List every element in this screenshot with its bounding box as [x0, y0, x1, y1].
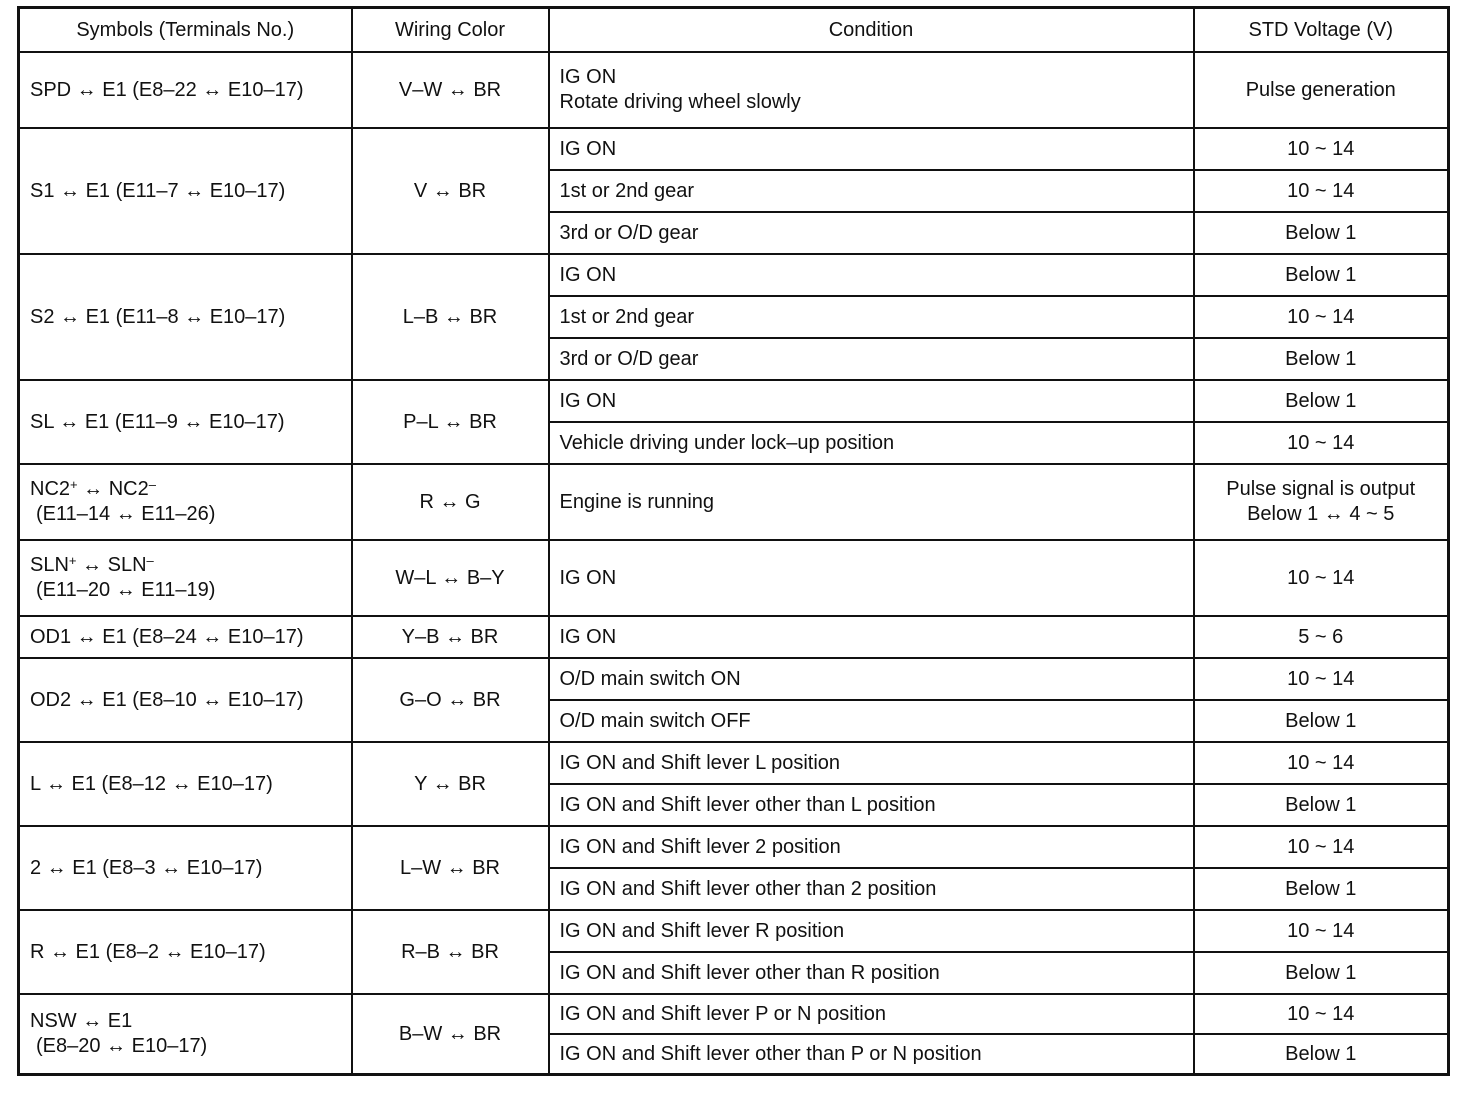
- condition-cell: IG ON and Shift lever L position: [549, 742, 1194, 784]
- voltage-cell: Below 1: [1194, 254, 1449, 296]
- table-row: [19, 910, 1449, 952]
- condition-cell: IG ON: [549, 540, 1194, 616]
- condition-cell: IG ON and Shift lever other than 2 position: [549, 868, 1194, 910]
- header-wiring-color: Wiring Color: [352, 8, 549, 53]
- table-row: [19, 742, 1449, 784]
- condition-cell: 3rd or O/D gear: [549, 212, 1194, 254]
- wiring-color-cell: V–W ↔ BR: [352, 52, 549, 128]
- condition-cell: IG ON: [549, 616, 1194, 658]
- voltage-cell: Below 1: [1194, 952, 1449, 994]
- header-condition: Condition: [549, 8, 1194, 53]
- voltage-cell: 10 ~ 14: [1194, 910, 1449, 952]
- symbol-line: [30, 477, 341, 502]
- table-row: [19, 464, 1449, 540]
- voltage-cell: 10 ~ 14: [1194, 826, 1449, 868]
- polarity-sup: +: [70, 477, 78, 492]
- arrow-text: ↔: [77, 478, 109, 500]
- polarity-sup: –: [146, 553, 154, 568]
- wiring-color-cell: W–L ↔ B–Y: [352, 540, 549, 616]
- symbol-line: NSW ↔ E1: [30, 1010, 133, 1032]
- voltage-line: Below 1 ↔ 4 ~ 5: [1247, 503, 1395, 525]
- symbol-cell: SL ↔ E1 (E11–9 ↔ E10–17): [19, 380, 352, 464]
- condition-line: IG ON: [559, 66, 617, 88]
- voltage-cell: Below 1: [1194, 212, 1449, 254]
- symbol-cell: L ↔ E1 (E8–12 ↔ E10–17): [19, 742, 352, 826]
- condition-cell: O/D main switch OFF: [549, 700, 1194, 742]
- table-row: [19, 616, 1449, 658]
- condition-cell: IG ON: [549, 380, 1194, 422]
- table-row: [19, 254, 1449, 296]
- wiring-color-cell: R ↔ G: [352, 464, 549, 540]
- symbol-text: SLN: [30, 554, 69, 576]
- wiring-color-cell: R–B ↔ BR: [352, 910, 549, 994]
- terminal-voltage-table: [17, 6, 1450, 1076]
- header-symbols: Symbols (Terminals No.): [19, 8, 352, 53]
- condition-cell: IG ON and Shift lever other than L position: [549, 784, 1194, 826]
- symbol-cell: S2 ↔ E1 (E11–8 ↔ E10–17): [19, 254, 352, 380]
- voltage-cell: 10 ~ 14: [1194, 540, 1449, 616]
- condition-cell: IG ON: [549, 128, 1194, 170]
- voltage-cell: Below 1: [1194, 1034, 1449, 1075]
- voltage-cell: Below 1: [1194, 868, 1449, 910]
- symbol-cell: R ↔ E1 (E8–2 ↔ E10–17): [19, 910, 352, 994]
- polarity-sup: +: [68, 553, 77, 568]
- condition-line: Rotate driving wheel slowly: [559, 91, 801, 113]
- wiring-color-cell: P–L ↔ BR: [352, 380, 549, 464]
- condition-cell: 1st or 2nd gear: [549, 296, 1194, 338]
- condition-cell: IG ON and Shift lever P or N position: [549, 994, 1194, 1034]
- symbol-cell: [19, 540, 352, 616]
- condition-cell: Engine is running: [549, 464, 1194, 540]
- symbol-cell: SPD ↔ E1 (E8–22 ↔ E10–17): [19, 52, 352, 128]
- polarity-sup: –: [148, 477, 156, 492]
- condition-cell: 3rd or O/D gear: [549, 338, 1194, 380]
- arrow-text: ↔: [76, 554, 108, 576]
- condition-cell: IG ON and Shift lever R position: [549, 910, 1194, 952]
- condition-cell: IG ON and Shift lever other than P or N position: [549, 1034, 1194, 1075]
- voltage-cell: 10 ~ 14: [1194, 742, 1449, 784]
- symbol-line: [30, 553, 341, 578]
- wiring-color-cell: G–O ↔ BR: [352, 658, 549, 742]
- condition-cell: IG ON: [549, 254, 1194, 296]
- wiring-color-cell: L–B ↔ BR: [352, 254, 549, 380]
- voltage-cell: Below 1: [1194, 380, 1449, 422]
- voltage-cell: 10 ~ 14: [1194, 128, 1449, 170]
- voltage-cell: 10 ~ 14: [1194, 296, 1449, 338]
- table-row: [19, 128, 1449, 170]
- table-row: [19, 994, 1449, 1034]
- voltage-line: Pulse signal is output: [1226, 478, 1416, 500]
- voltage-cell: 10 ~ 14: [1194, 422, 1449, 464]
- table-row: [19, 380, 1449, 422]
- symbol-cell: S1 ↔ E1 (E11–7 ↔ E10–17): [19, 128, 352, 254]
- symbol-line: (E8–20 ↔ E10–17): [36, 1035, 208, 1057]
- condition-cell: Vehicle driving under lock–up position: [549, 422, 1194, 464]
- voltage-cell: 10 ~ 14: [1194, 658, 1449, 700]
- voltage-cell: 10 ~ 14: [1194, 994, 1449, 1034]
- symbol-cell: OD1 ↔ E1 (E8–24 ↔ E10–17): [19, 616, 352, 658]
- voltage-cell: 5 ~ 6: [1194, 616, 1449, 658]
- voltage-cell: Below 1: [1194, 338, 1449, 380]
- symbol-line: (E11–14 ↔ E11–26): [36, 503, 216, 525]
- table-row: [19, 658, 1449, 700]
- voltage-cell: Below 1: [1194, 784, 1449, 826]
- voltage-cell: Pulse generation: [1194, 52, 1449, 128]
- symbol-line: (E11–20 ↔ E11–19): [36, 579, 216, 601]
- table-row: [19, 540, 1449, 616]
- header-row: [19, 8, 1449, 53]
- symbol-cell: 2 ↔ E1 (E8–3 ↔ E10–17): [19, 826, 352, 910]
- voltage-cell: [1194, 464, 1449, 540]
- symbol-text: NC2: [30, 478, 71, 500]
- symbol-text: SLN: [107, 554, 147, 576]
- wiring-color-cell: Y–B ↔ BR: [352, 616, 549, 658]
- header-std-voltage: STD Voltage (V): [1194, 8, 1449, 53]
- condition-cell: O/D main switch ON: [549, 658, 1194, 700]
- symbol-text: NC2: [108, 478, 149, 500]
- voltage-cell: 10 ~ 14: [1194, 170, 1449, 212]
- table-row: [19, 826, 1449, 868]
- wiring-color-cell: B–W ↔ BR: [352, 994, 549, 1075]
- voltage-cell: Below 1: [1194, 700, 1449, 742]
- condition-cell: IG ON and Shift lever other than R position: [549, 952, 1194, 994]
- condition-cell: 1st or 2nd gear: [549, 170, 1194, 212]
- symbol-cell: [19, 994, 352, 1075]
- table-row: [19, 52, 1449, 128]
- wiring-color-cell: Y ↔ BR: [352, 742, 549, 826]
- condition-cell: IG ON and Shift lever 2 position: [549, 826, 1194, 868]
- symbol-cell: [19, 464, 352, 540]
- symbol-cell: OD2 ↔ E1 (E8–10 ↔ E10–17): [19, 658, 352, 742]
- wiring-color-cell: L–W ↔ BR: [352, 826, 549, 910]
- condition-cell: [549, 52, 1194, 128]
- wiring-color-cell: V ↔ BR: [352, 128, 549, 254]
